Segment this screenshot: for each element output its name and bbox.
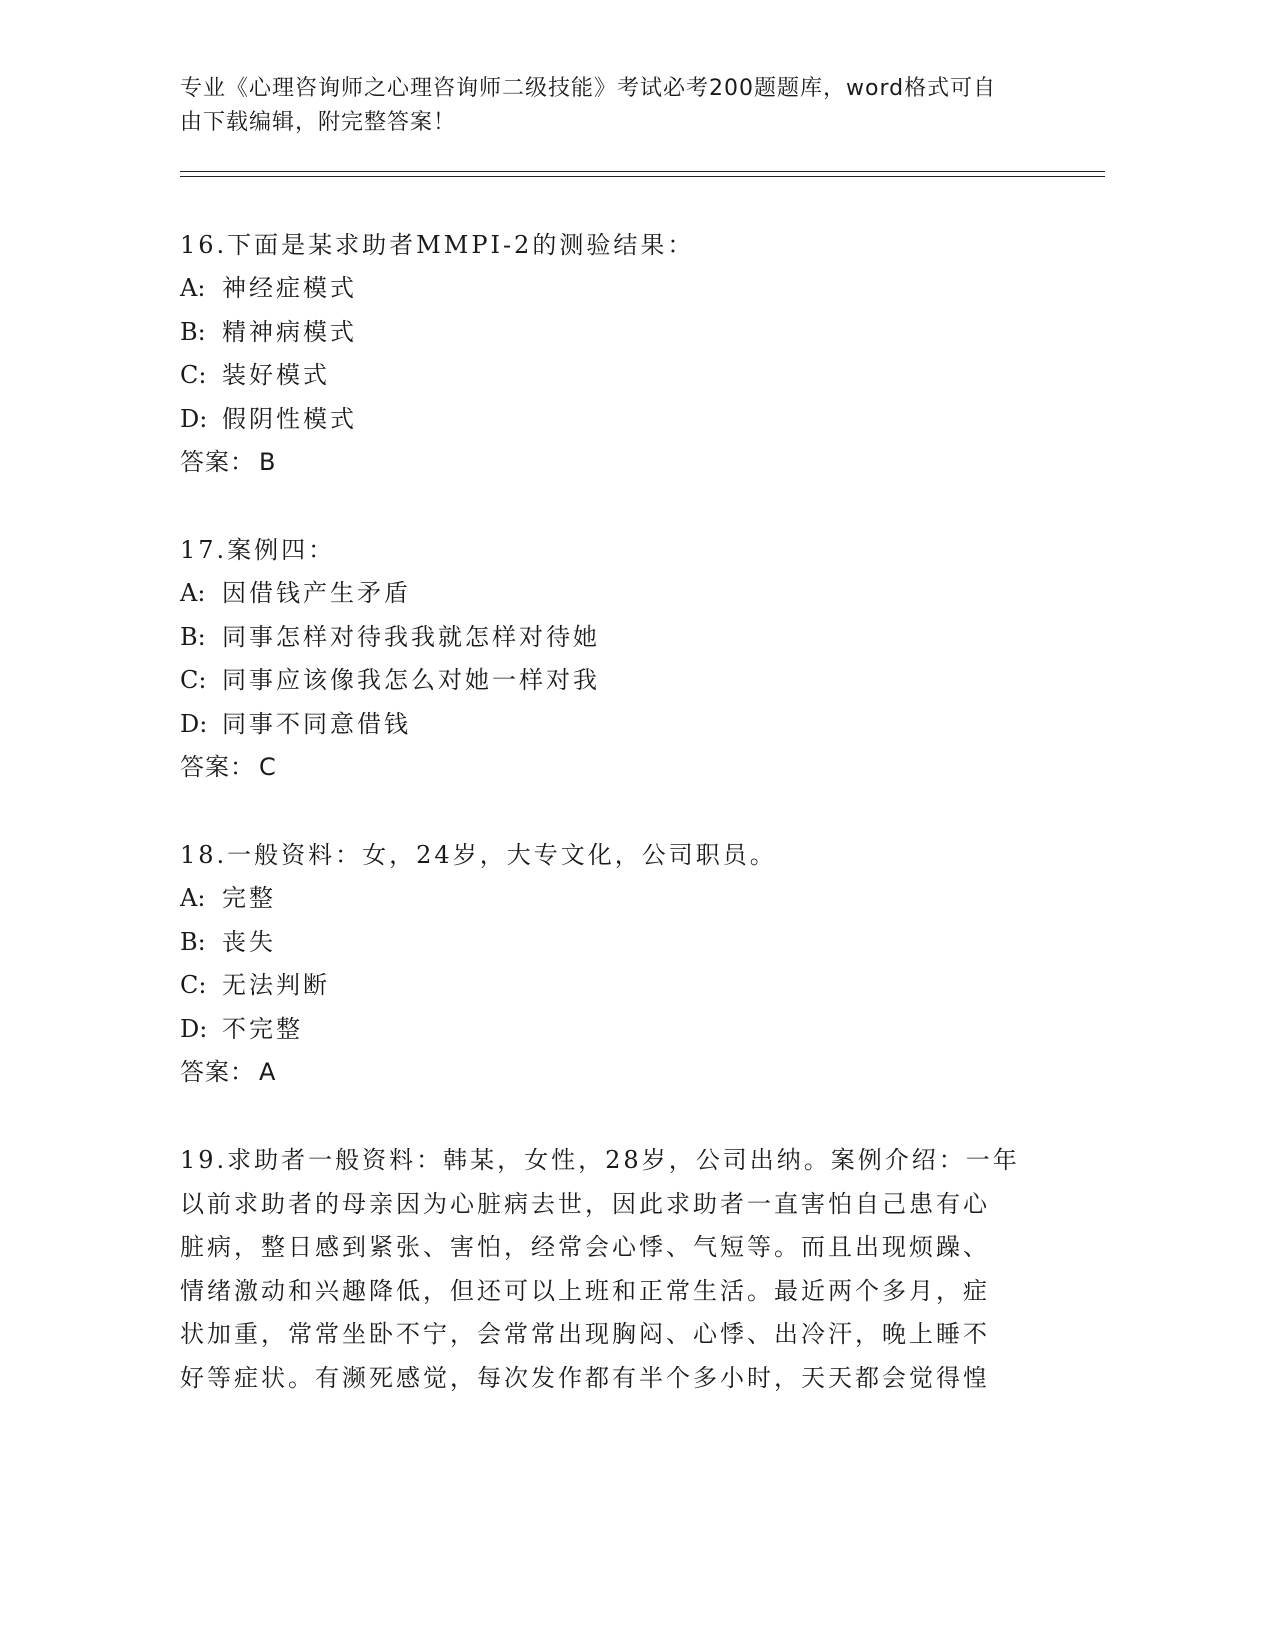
option-key: B: [180,622,206,651]
stem-line: 好等症状。有濒死感觉，每次发作都有半个多小时，天天都会觉得惶 [180,1363,990,1392]
option-text: 神经症模式 [222,274,357,302]
option-c [180,964,1040,1008]
document-header [180,72,1040,140]
option-text: 无法判断 [222,971,330,999]
answer-line [180,746,1040,789]
option-c [180,354,1040,398]
option-key: B: [180,927,206,956]
question-17 [180,529,1040,789]
option-text: 同事不同意借钱 [222,709,411,738]
option-text: 完整 [222,884,276,912]
question-19 [180,1139,1040,1400]
header-divider-top [180,171,1105,172]
header-line-2: 由下载编辑，附完整答案！ [180,110,457,135]
answer-value: B [259,448,277,476]
option-text: 因借钱产生矛盾 [222,579,411,607]
stem-line: 状加重，常常坐卧不宁，会常常出现胸闷、心悸、出冷汗，晚上睡不 [180,1320,990,1348]
option-text: 丧失 [222,927,276,956]
answer-label: 答案： [180,753,255,781]
stem-line: 以前求助者的母亲因为心脏病去世，因此求助者一直害怕自己患有心 [180,1189,990,1218]
answer-line [180,1051,1040,1094]
option-key: C: [180,361,207,389]
option-b [180,311,1040,355]
option-d [180,703,1040,747]
answer-label: 答案： [180,1058,255,1086]
answer-value: A [259,1058,277,1086]
option-text: 装好模式 [222,361,330,389]
option-c [180,659,1040,703]
option-key: C: [180,971,207,999]
question-stem [180,1139,1040,1400]
stem-line: 19.求助者一般资料：韩某，女性，28岁，公司出纳。案例介绍：一年 [180,1146,1020,1174]
option-text: 同事怎样对待我我就怎样对待她 [222,622,600,651]
option-d [180,1008,1040,1052]
option-text: 假阴性模式 [222,404,357,433]
option-key: A: [180,274,206,302]
option-b [180,616,1040,660]
option-key: D: [180,1014,208,1043]
option-text: 同事应该像我怎么对她一样对我 [222,666,600,694]
option-a [180,572,1040,616]
question-18 [180,834,1040,1094]
header-line-1: 专业《心理咨询师之心理咨询师二级技能》考试必考200题题库，word格式可自 [180,76,997,101]
question-16 [180,224,1040,484]
question-stem: 18.一般资料：女，24岁，大专文化，公司职员。 [180,841,777,869]
option-b [180,921,1040,965]
option-text: 不完整 [222,1014,303,1043]
stem-line: 情绪激动和兴趣降低，但还可以上班和正常生活。最近两个多月，症 [180,1276,990,1305]
answer-value: C [259,753,277,781]
option-text: 精神病模式 [222,317,357,346]
question-stem: 16.下面是某求助者MMPI-2的测验结果： [180,231,695,259]
option-a [180,877,1040,921]
option-d [180,398,1040,442]
option-a [180,267,1040,311]
question-stem: 17.案例四： [180,536,336,564]
option-key: D: [180,709,208,738]
answer-line [180,441,1040,484]
stem-line: 脏病，整日感到紧张、害怕，经常会心悸、气短等。而且出现烦躁、 [180,1233,990,1261]
option-key: D: [180,404,208,433]
option-key: A: [180,884,206,912]
answer-label: 答案： [180,448,255,476]
option-key: C: [180,666,207,694]
option-key: A: [180,579,206,607]
option-key: B: [180,317,206,346]
header-divider-bottom [180,176,1105,177]
